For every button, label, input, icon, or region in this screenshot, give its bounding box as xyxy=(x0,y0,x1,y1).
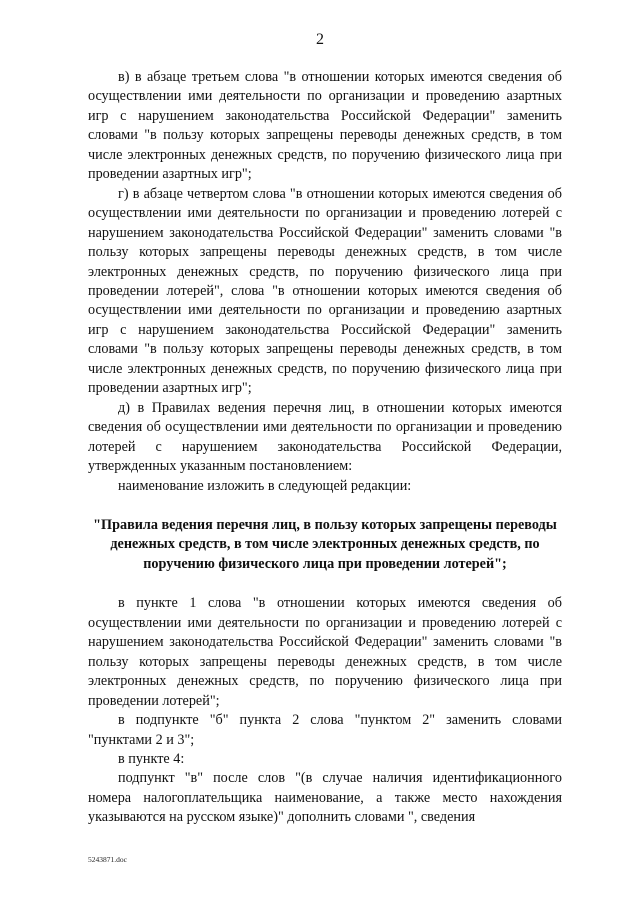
document-body xyxy=(88,68,562,828)
page-number: 2 xyxy=(316,31,324,48)
footer-file-code: 5243871.doc xyxy=(88,855,127,864)
paragraph-podpunkt-v: подпункт "в" после слов "(в случае наличия идентификационного номера налогоплательщика наименование, а также место нахождения указываются на русском языке)" дополнить словами ", сведения xyxy=(88,770,562,826)
paragraph-podpunkt-b: в подпункте "б" пункта 2 слова "пунктом 2" заменить словами "пунктами 2 и 3"; xyxy=(88,712,562,748)
paragraph-punkt-4: в пункте 4: xyxy=(118,750,185,767)
paragraph-g: г) в абзаце четвертом слова "в отношении которых имеются сведения об осуществлении ими деятельности по организации и проведению лотерей с нарушением законодательства Российской Федерации" заменить словами "в пользу которых запрещены переводы денежных средств, в том числе электронных денежных средств, по поручению физического лица при проведении лотерей", слова "в отношении которых имеются сведения об осуществлении ими деятельности по организации и проведению азартных игр с нарушением законодательства Российской Федерации" заменить словами "в пользу которых запрещены переводы денежных средств, в том числе электронных денежных средств, по поручению физического лица при проведении азартных игр"; xyxy=(88,185,562,397)
rules-title-block: "Правила ведения перечня лиц, в пользу которых запрещены переводы денежных средств, в том числе электронных денежных средств, по поручению физического лица при проведении лотерей"; xyxy=(93,516,557,572)
paragraph-naimenovanie: наименование изложить в следующей редакции: xyxy=(118,477,412,494)
paragraph-v: в) в абзаце третьем слова "в отношении которых имеются сведения об осуществлении ими деятельности по организации и проведению азартных игр с нарушением законодательства Российской Федерации" заменить словами "в пользу которых запрещены переводы денежных средств, в том числе электронных денежных средств, по поручению физического лица при проведении азартных игр"; xyxy=(88,69,562,183)
paragraph-d: д) в Правилах ведения перечня лиц, в отношении которых имеются сведения об осуществлении ими деятельности по организации и проведению лотерей с нарушением законодательства Российской Федерации, утвержденных указанным постановлением: xyxy=(88,399,562,475)
paragraph-punkt-1: в пункте 1 слова "в отношении которых имеются сведения об осуществлении ими деятельности по организации и проведению лотерей с нарушением законодательства Российской Федерации" заменить словами "в пользу которых запрещены переводы денежных средств, в том числе электронных денежных средств, по поручению физического лица при проведении лотерей"; xyxy=(88,595,562,709)
